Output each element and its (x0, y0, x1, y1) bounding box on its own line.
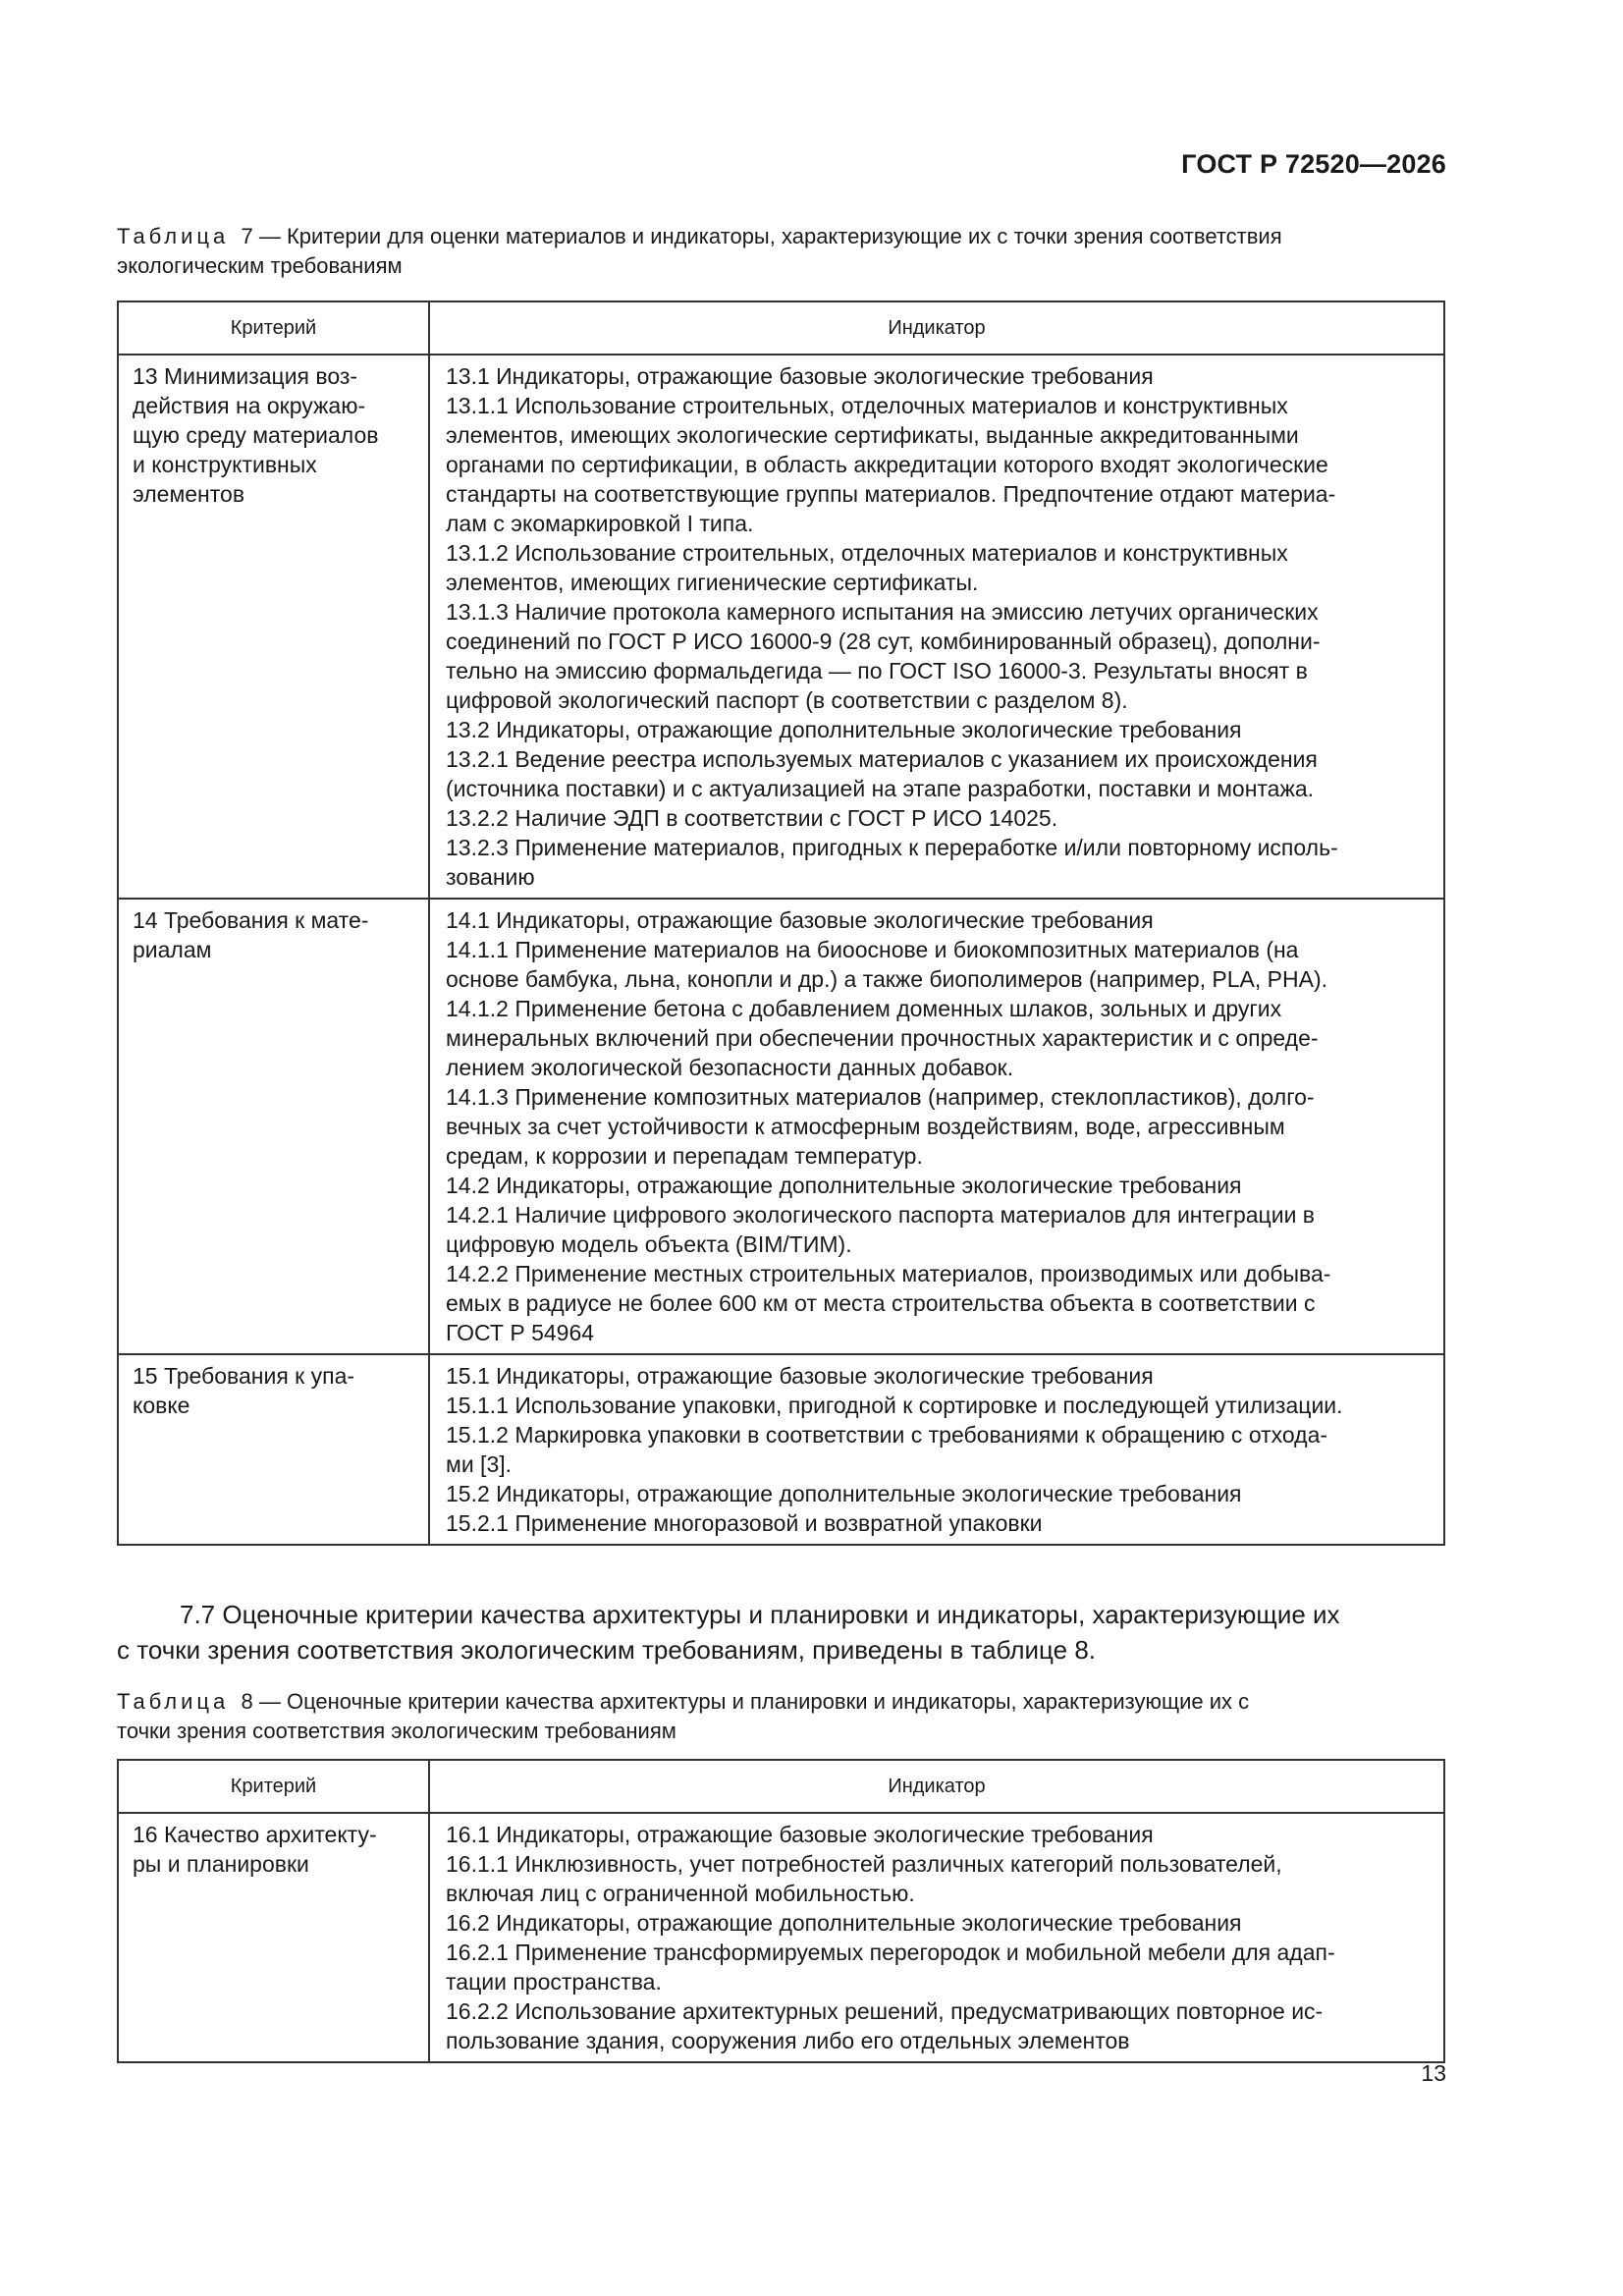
indicator-line: 14.2.2 Применение местных строительных материалов, производимых или добыва- (446, 1261, 1331, 1286)
table7-caption-label: Таблица (117, 224, 230, 248)
table8 (117, 1759, 1445, 2063)
indicator-line: (источника поставки) и с актуализацией на этапе разработки, поставки и монтажа. (446, 776, 1315, 801)
table-row (118, 1813, 1444, 2062)
indicator-line: ми [3]. (446, 1451, 513, 1477)
indicator-line: 15.1.2 Маркировка упаковки в соответствии с требованиями к обращению с отхода- (446, 1422, 1328, 1448)
column-header-criterion: Критерий (118, 1760, 429, 1813)
indicator-line: 14.2.1 Наличие цифрового экологического паспорта материалов для интеграции в (446, 1202, 1316, 1228)
indicator-line: 13.2.3 Применение материалов, пригодных к переработке и/или повторному исполь- (446, 835, 1338, 860)
criterion-cell (118, 899, 429, 1354)
column-header-indicator: Индикатор (429, 301, 1444, 355)
table8-caption-line: 8 — Оценочные критерии качества архитектуры и планировки и индикаторы, характеризующие их с (241, 1689, 1250, 1714)
criterion-cell (118, 355, 429, 899)
column-header-indicator: Индикатор (429, 1760, 1444, 1813)
standard-code: ГОСТ Р 72520—2026 (1181, 149, 1446, 179)
indicator-line: 16.1 Индикаторы, отражающие базовые экологические требования (446, 1822, 1154, 1847)
table8-caption-line: точки зрения соответствия экологическим требованиям (117, 1719, 676, 1743)
table-row (118, 355, 1444, 899)
indicator-line: 14.1.3 Применение композитных материалов (например, стеклопластиков), долго- (446, 1084, 1315, 1110)
indicator-line: 13.2.1 Ведение реестра используемых материалов с указанием их происхождения (446, 746, 1318, 772)
indicator-line: стандарты на соответствующие группы материалов. Предпочтение отдают материа- (446, 481, 1336, 507)
indicator-line: 15.2 Индикаторы, отражающие дополнительные экологические требования (446, 1481, 1242, 1506)
indicator-line: лением экологической безопасности данных добавок. (446, 1055, 1014, 1080)
criterion-line: 16 Качество архитекту- (133, 1822, 377, 1847)
column-header-criterion: Критерий (118, 301, 429, 355)
indicator-line: элементов, имеющих экологические сертификаты, выданные аккредитованными (446, 422, 1299, 448)
indicator-line: 16.1.1 Инклюзивность, учет потребностей различных категорий пользователей, (446, 1851, 1282, 1877)
criterion-line: 13 Минимизация воз- (133, 363, 358, 389)
indicator-line: цифровой экологический паспорт (в соответствии с разделом 8). (446, 687, 1128, 713)
indicator-line: органами по сертификации, в область аккредитации которого входят экологические (446, 452, 1328, 477)
indicator-line: тации пространства. (446, 1969, 662, 1995)
criterion-line: и конструктивных (133, 452, 317, 477)
criterion-line: риалам (133, 937, 212, 962)
indicator-line: вечных за счет устойчивости к атмосферным воздействиям, воде, агрессивным (446, 1114, 1285, 1139)
table8-header-row (118, 1760, 1444, 1813)
indicator-cell (429, 899, 1444, 1354)
indicator-line: включая лиц с ограниченной мобильностью. (446, 1881, 915, 1906)
indicator-line: 13.1 Индикаторы, отражающие базовые экологические требования (446, 363, 1154, 389)
indicator-cell (429, 1813, 1444, 2062)
indicator-line: емых в радиусе не более 600 км от места строительства объекта в соответствии с (446, 1290, 1316, 1316)
indicator-line: 16.2.1 Применение трансформируемых перегородок и мобильной мебели для адап- (446, 1940, 1335, 1965)
indicator-line: 13.2 Индикаторы, отражающие дополнительные экологические требования (446, 717, 1242, 742)
indicator-line: 13.1.1 Использование строительных, отделочных материалов и конструктивных (446, 393, 1288, 418)
indicator-line: 15.1 Индикаторы, отражающие базовые экологические требования (446, 1363, 1154, 1389)
table7 (117, 301, 1445, 1546)
indicator-line: ГОСТ Р 54964 (446, 1320, 595, 1345)
indicator-cell (429, 1354, 1444, 1545)
table-row (118, 899, 1444, 1354)
indicator-line: тельно на эмиссию формальдегида — по ГОСТ ISO 16000-3. Результаты вносят в (446, 658, 1308, 683)
indicator-line: средам, к коррозии и перепадам температур. (446, 1143, 923, 1169)
indicator-line: минеральных включений при обеспечении прочностных характеристик и с опреде- (446, 1025, 1319, 1051)
paragraph-line: 7.7 Оценочные критерии качества архитектуры и планировки и индикаторы, характеризующие их (180, 1600, 1340, 1629)
page-number: 13 (1421, 2060, 1446, 2086)
indicator-line: зованию (446, 864, 535, 890)
table-row (118, 1354, 1444, 1545)
indicator-line: 13.1.3 Наличие протокола камерного испытания на эмиссию летучих органических (446, 599, 1319, 625)
indicator-line: 16.2.2 Использование архитектурных решений, предусматривающих повторное ис- (446, 1998, 1324, 2024)
table7-caption (117, 222, 1442, 281)
table7-header-row (118, 301, 1444, 355)
indicator-line: 13.2.2 Наличие ЭДП в соответствии с ГОСТ Р ИСО 14025. (446, 805, 1058, 831)
criterion-line: элементов (133, 481, 245, 507)
indicator-line: соединений по ГОСТ Р ИСО 16000-9 (28 сут, комбинированный образец), дополни- (446, 629, 1321, 654)
criterion-line: действия на окружаю- (133, 393, 366, 418)
table8-caption (117, 1687, 1442, 1746)
indicator-line: элементов, имеющих гигиенические сертификаты. (446, 570, 979, 595)
criterion-line: щую среду материалов (133, 422, 379, 448)
criterion-line: 14 Требования к мате- (133, 907, 369, 933)
criterion-line: ковке (133, 1393, 190, 1418)
indicator-line: 14.1.1 Применение материалов на биооснове и биокомпозитных материалов (на (446, 937, 1299, 962)
indicator-line: цифровую модель объекта (BIM/ТИМ). (446, 1231, 852, 1257)
criterion-cell (118, 1354, 429, 1545)
criterion-line: 15 Требования к упа- (133, 1363, 355, 1389)
indicator-cell (429, 355, 1444, 899)
paragraph-7-7 (117, 1597, 1444, 1667)
table7-caption-line: экологическим требованиям (117, 253, 403, 278)
indicator-line: пользование здания, сооружения либо его отдельных элементов (446, 2028, 1130, 2053)
indicator-line: основе бамбука, льна, конопли и др.) а также биополимеров (например, PLA, PHA). (446, 966, 1328, 992)
indicator-line: 16.2 Индикаторы, отражающие дополнительные экологические требования (446, 1910, 1242, 1936)
indicator-line: 15.2.1 Применение многоразовой и возвратной упаковки (446, 1510, 1043, 1536)
criterion-line: ры и планировки (133, 1851, 309, 1877)
indicator-line: 14.2 Индикаторы, отражающие дополнительные экологические требования (446, 1173, 1242, 1198)
indicator-line: лам с экомаркировкой I типа. (446, 511, 754, 536)
criterion-cell (118, 1813, 429, 2062)
indicator-line: 14.1 Индикаторы, отражающие базовые экологические требования (446, 907, 1154, 933)
indicator-line: 13.1.2 Использование строительных, отделочных материалов и конструктивных (446, 540, 1288, 566)
indicator-line: 15.1.1 Использование упаковки, пригодной к сортировке и последующей утилизации. (446, 1393, 1343, 1418)
paragraph-line: с точки зрения соответствия экологическим требованиям, приведены в таблице 8. (117, 1635, 1097, 1665)
indicator-line: 14.1.2 Применение бетона с добавлением доменных шлаков, зольных и других (446, 996, 1282, 1021)
table7-caption-line: 7 — Критерии для оценки материалов и индикаторы, характеризующие их с точки зрения соответствия (241, 224, 1282, 248)
table8-caption-label: Таблица (117, 1689, 230, 1714)
